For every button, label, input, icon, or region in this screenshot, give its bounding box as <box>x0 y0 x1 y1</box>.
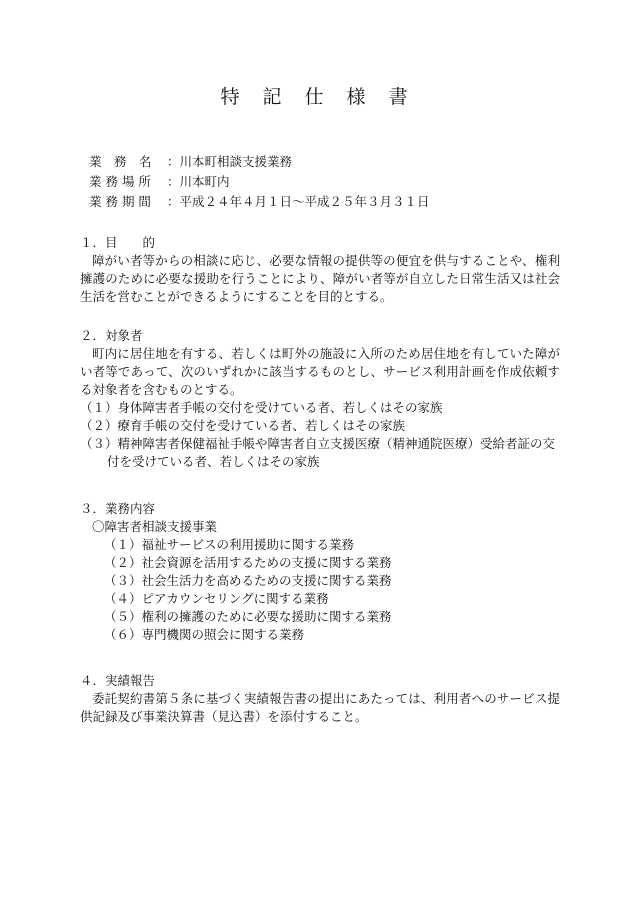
contract-info-label: 業 務 期 間 <box>89 194 151 209</box>
list-item: （３）社会生活力を高めるための支援に関する業務 <box>104 573 392 588</box>
list-item: （２）社会資源を活用するための支援に関する業務 <box>104 555 392 570</box>
section-paragraph: 委託契約書第５条に基づく実績報告書の提出にあたっては、利用者へのサービス提供記録及び事業決算書（見込書）を添付すること。 <box>80 691 560 724</box>
section-purpose <box>80 234 560 306</box>
list-item: （３）精神障害者保健福祉手帳や障害者自立支援医療（精神通院医療）受給者証の交付を受けている者、若しくはその家族 <box>80 436 556 469</box>
section-content <box>80 500 560 644</box>
contract-info-value: ：川本町内 <box>167 174 230 189</box>
contract-info-value: ：平成２４年４月１日〜平成２５年３月３１日 <box>167 194 430 209</box>
list-item: （５）権利の擁護のために必要な援助に関する業務 <box>104 609 392 624</box>
list-item: （４）ピアカウンセリングに関する業務 <box>104 591 329 606</box>
contract-info-row-name <box>89 153 430 173</box>
contract-info-value: ：川本町相談支援業務 <box>167 154 293 169</box>
contract-info-label: 業 務 場 所 <box>89 174 151 189</box>
contract-info-row-period <box>89 193 430 213</box>
list-item: （２）療育手帳の交付を受けている者、若しくはその家族 <box>80 418 406 433</box>
contract-info-label: 業 務 名 <box>89 154 152 169</box>
section-subheading: 〇障害者相談支援事業 <box>92 519 218 534</box>
contract-info-row-place <box>89 173 430 193</box>
section-paragraph: 障がい者等からの相談に応じ、必要な情報の提供等の便宜を供与することや、権利擁護のために必要な援助を行うことにより、障がい者等が自立した日常生活又は社会生活を営むことができるようにすることを目的とする。 <box>80 253 560 304</box>
list-item: （１）身体障害者手帳の交付を受けている者、若しくはその家族 <box>80 400 443 415</box>
section-heading: ２．対象者 <box>80 328 143 343</box>
list-item: （６）専門機関の照会に関する業務 <box>104 627 305 642</box>
section-heading: ４．実績報告 <box>80 673 156 688</box>
section-heading: ３．業務内容 <box>80 501 156 516</box>
document-title: 特 記 仕 様 書 <box>220 86 410 108</box>
contract-info <box>89 153 430 213</box>
section-paragraph: 町内に居住地を有する、若しくは町外の施設に入所のため居住地を有していた障がい者等であって、次のいずれかに該当するものとし、サービス利用計画を作成依頼する対象者を含むものとする。 <box>80 346 560 397</box>
list-item: （１）福祉サービスの利用援助に関する業務 <box>104 537 355 552</box>
section-target <box>80 327 560 471</box>
section-heading: １．目 的 <box>80 235 156 250</box>
section-report <box>80 672 560 726</box>
